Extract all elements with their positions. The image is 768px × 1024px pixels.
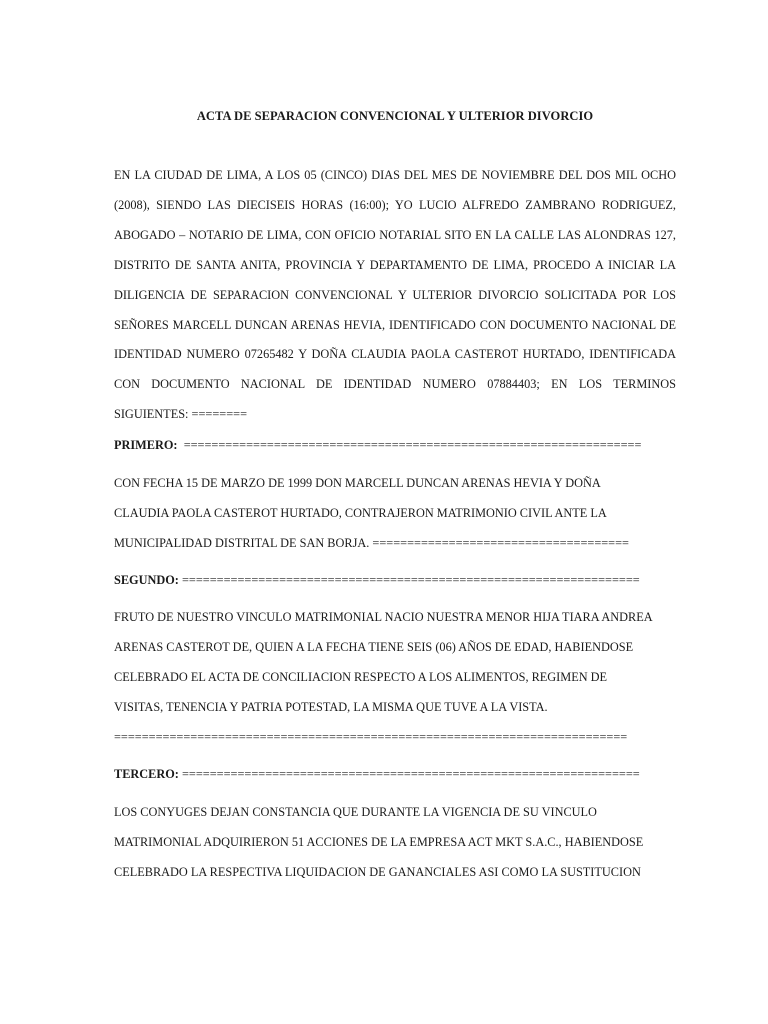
body-line: CON FECHA 15 DE MARZO DE 1999 DON MARCELL DUNCAN ARENAS HEVIA Y DOÑA [114, 476, 601, 490]
body-line: MATRIMONIAL ADQUIRIERON 51 ACCIONES DE LA EMPRESA ACT MKT S.A.C., HABIENDOSE [114, 834, 644, 849]
body-line: CELEBRADO EL ACTA DE CONCILIACION RESPECTO A LOS ALIMENTOS, REGIMEN DE [114, 669, 608, 684]
section-rule: ================================================================== [182, 767, 640, 781]
body-line: LOS CONYUGES DEJAN CONSTANCIA QUE DURANTE LA VIGENCIA DE SU VINCULO [114, 805, 597, 819]
body-line: CLAUDIA PAOLA CASTEROT HURTADO, CONTRAJERON MATRIMONIO CIVIL ANTE LA [114, 505, 607, 520]
section-label: SEGUNDO: [114, 573, 179, 587]
section-rule: ================================================================== [183, 438, 642, 452]
body-line: MUNICIPALIDAD DISTRITAL DE SAN BORJA. ===================================== [114, 535, 629, 550]
closing-rule: ========================================================================== [114, 730, 628, 744]
document-title: ACTA DE SEPARACION CONVENCIONAL Y ULTERIOR DIVORCIO [196, 109, 594, 123]
document-page [114, 0, 676, 1024]
intro-paragraph: EN LA CIUDAD DE LIMA, A LOS 05 (CINCO) DIAS DEL MES DE NOVIEMBRE DEL DOS MIL OCHO (2008), SIENDO LAS DIECISEIS HORAS (16:00); YO LUCIO ALFREDO ZAMBRANO RODRIGUEZ, ABOGADO – NOTARIO DE LIMA, CON OFICIO NOTARIAL SITO EN LA CALLE LAS ALONDRAS 127, DISTRITO DE SANTA ANITA, PROVINCIA Y DEPARTAMENTO DE LIMA, PROCEDO A INICIAR LA DILIGENCIA DE SEPARACION CONVENCIONAL Y ULTERIOR DIVORCIO SOLICITADA POR LOS SEÑORES MARCELL DUNCAN ARENAS HEVIA, IDENTIFICADO CON DOCUMENTO NACIONAL DE IDENTIDAD NUMERO 07265482 Y DOÑA CLAUDIA PAOLA CASTEROT HURTADO, IDENTIFICADA CON DOCUMENTO NACIONAL DE IDENTIDAD NUMERO 07884403; EN LOS TERMINOS SIGUIENTES: ======== [114, 168, 676, 422]
section-body-primero [114, 469, 676, 559]
section-heading-primero [114, 438, 641, 453]
section-heading-segundo [114, 573, 640, 588]
body-line: FRUTO DE NUESTRO VINCULO MATRIMONIAL NACIO NUESTRA MENOR HIJA TIARA ANDREA [114, 610, 653, 624]
body-line: VISITAS, TENENCIA Y PATRIA POTESTAD, LA MISMA QUE TUVE A LA VISTA. [114, 699, 548, 714]
section-heading-tercero [114, 767, 640, 782]
section-label: PRIMERO: [114, 438, 178, 452]
section-rule: ================================================================== [182, 573, 640, 587]
body-line: ARENAS CASTEROT DE, QUIEN A LA FECHA TIENE SEIS (06) AÑOS DE EDAD, HABIENDOSE [114, 639, 634, 654]
section-label: TERCERO: [114, 767, 179, 781]
section-body-segundo [114, 603, 676, 723]
section-body-tercero [114, 798, 676, 888]
body-line: CELEBRADO LA RESPECTIVA LIQUIDACION DE GANANCIALES ASI COMO LA SUSTITUCION [114, 864, 641, 879]
